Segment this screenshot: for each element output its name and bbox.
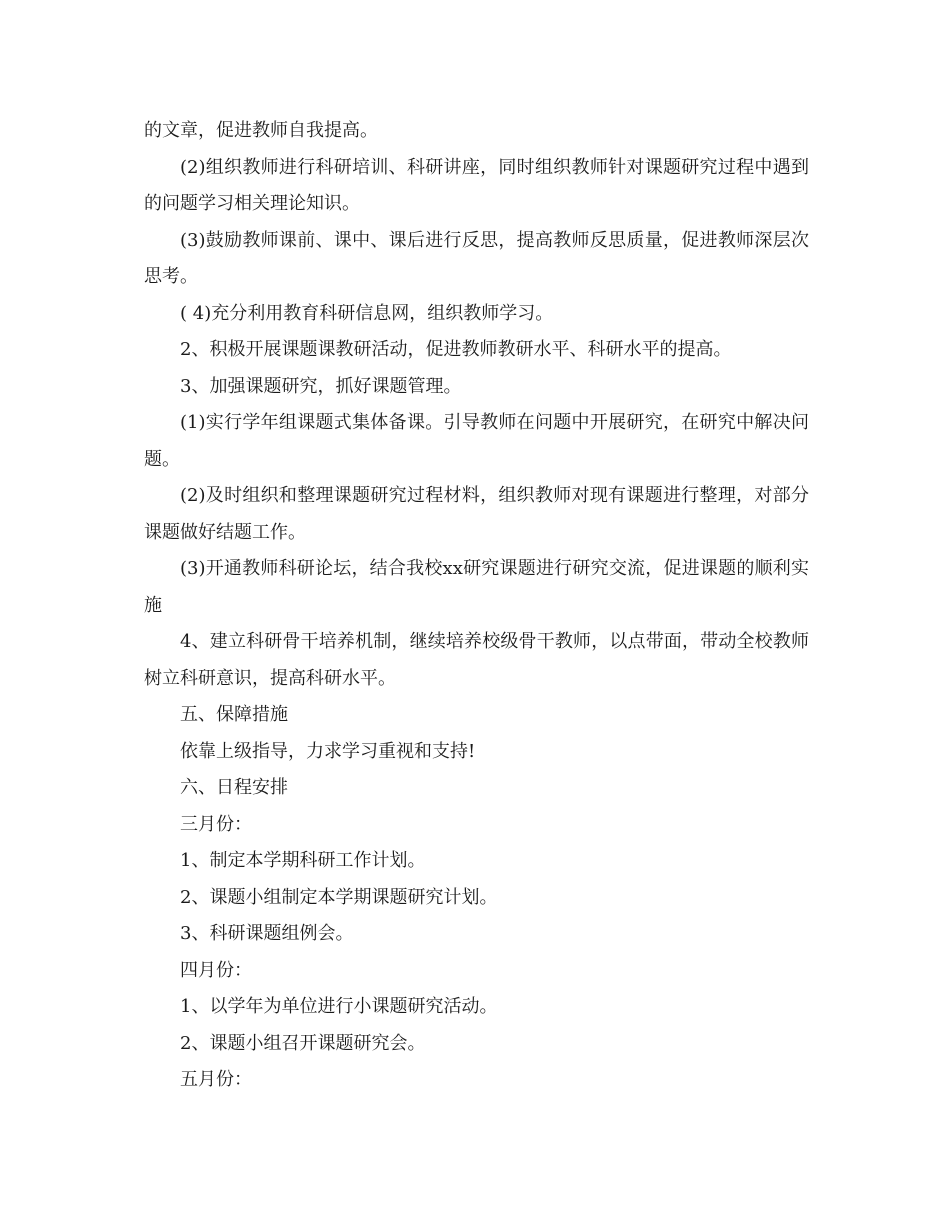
paragraph: 2、积极开展课题课教研活动，促进教师教研水平、科研水平的提高。	[180, 339, 732, 360]
paragraph: 依靠上级指导，力求学习重视和支持!	[180, 740, 476, 762]
list-item: 2、课题小组制定本学期课题研究计划。	[180, 886, 498, 908]
month-heading: 五月份：	[180, 1069, 252, 1090]
paragraph: (1)实行学年组课题式集体备课。引导教师在问题中开展研究，在研究中解决问题。	[144, 412, 809, 470]
list-item: 3、科研课题组例会。	[180, 923, 354, 944]
list-item: 2、课题小组召开课题研究会。	[180, 1032, 426, 1054]
section-heading: 六、日程安排	[180, 777, 288, 798]
paragraph: (2)组织教师进行科研培训、科研讲座，同时组织教师针对课题研究过程中遇到的问题学习相关理论知识。	[144, 156, 809, 214]
month-heading: 四月份：	[180, 959, 252, 981]
paragraph: 的文章，促进教师自我提高。	[144, 120, 378, 141]
paragraph: (3)鼓励教师课前、课中、课后进行反思，提高教师反思质量，促进教师深层次思考。	[144, 229, 809, 287]
paragraph: 3、加强课题研究，抓好课题管理。	[180, 375, 462, 397]
section-heading: 五、保障措施	[180, 704, 288, 725]
document-body	[144, 113, 809, 1099]
paragraph: (2)及时组织和整理课题研究过程材料，组织教师对现有课题进行整理，对部分课题做好结题工作。	[144, 485, 809, 543]
month-heading: 三月份：	[180, 813, 252, 835]
list-item: 1、以学年为单位进行小课题研究活动。	[180, 996, 498, 1017]
list-item: 1、制定本学期科研工作计划。	[180, 850, 426, 871]
paragraph: ( 4)充分利用教育科研信息网，组织教师学习。	[180, 302, 554, 324]
paragraph: (3)开通教师科研论坛，结合我校xx研究课题进行研究交流，促进课题的顺利实施	[144, 558, 809, 616]
paragraph: 4、建立科研骨干培养机制，继续培养校级骨干教师，以点带面，带动全校教师树立科研意识，提高科研水平。	[144, 631, 809, 689]
